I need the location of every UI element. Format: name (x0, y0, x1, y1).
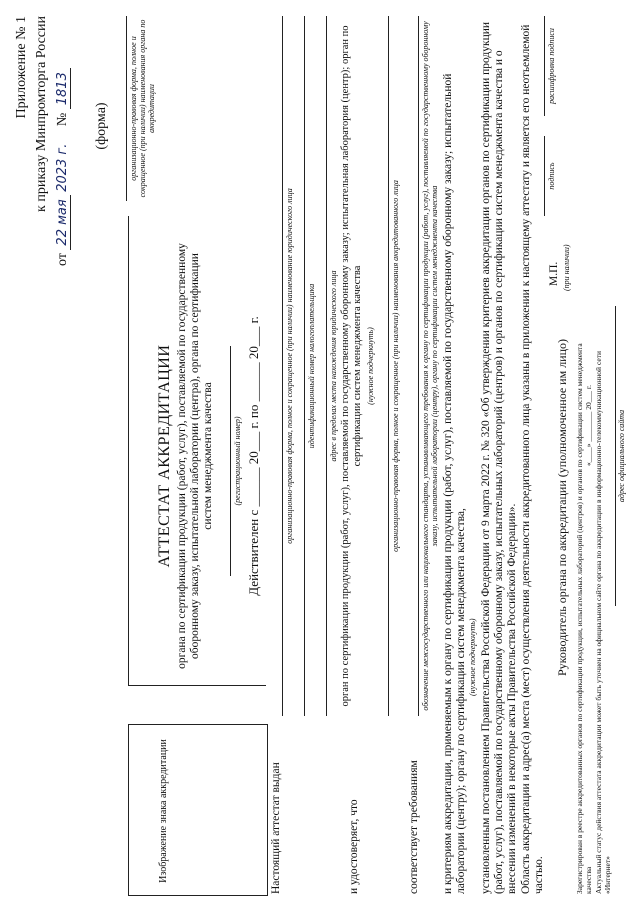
certifies-text: орган по сертификации продукции (работ, услуг), поставляемой по государственному оборонному заказу; испытательная лаборатория (центр); орган по сертификации систем менеджмента качества (340, 25, 363, 707)
head-signature-label: Руководитель органа по аккредитации (уполномоченное им лицо) (555, 338, 569, 676)
complies-label: соответствует требованиям (408, 760, 420, 894)
issued-label: Настоящий аттестат выдан (270, 762, 282, 894)
date-prefix: от (55, 253, 70, 266)
date-year: 2023 г. (55, 143, 70, 192)
criteria-choose-caption: (нужное подчеркнуть) (468, 618, 477, 696)
org-caption: организационно-правовая форма, полное и сокращенное (при наличии) наименования органа по аккредитации (129, 19, 156, 198)
issued-caption-inn: идентификационный номер налогоплательщика (307, 283, 316, 449)
registry-text: Зарегистрирован в реестре аккредитованных органов по сертификации продукции, испытательных лабораторий (центров) и органов по сертификации систем менеджмента качества (575, 343, 593, 894)
stamp-caption: (при наличии) (562, 244, 571, 291)
complies-caption: обозначение межгосударственного или национального стандарта, устанавливающего требования к органу по сертификации продукции (работ, услуг), поставляемой по государственному оборонному заказу, испытательной лаборатории (центру), органу по сертификации систем менеджмента качества (421, 21, 439, 711)
stamp-label: М.П. (548, 261, 560, 286)
registry-date: «____» ________ 20___ г. (584, 385, 593, 466)
order-label: к приказу Минпромторга России (34, 16, 49, 212)
signature-decode-caption: расшифровка подписи (547, 28, 556, 104)
number-handwritten: 1813 (55, 68, 71, 109)
accreditation-sign-box (128, 724, 268, 896)
criteria-text: и критериям аккредитации, применяемым к органу по сертификации продукции (работ, услуг), поставляемой по государственному оборонному заказу; испытательной лаборатории (центру); органу по сертификации систем менеджмента качества, (442, 73, 467, 894)
date-handwritten: 22 мая (55, 195, 71, 249)
sign-box-label: Изображение знака аккредитации (158, 739, 169, 883)
valid-period: Действителен с ______ 20___ г. по ______ 20___ г. (246, 316, 261, 596)
certificate-title: АТТЕСТАТ АККРЕДИТАЦИИ (156, 344, 173, 568)
order-date-line (54, 6, 72, 266)
reg-number-caption: (регистрационный номер) (233, 416, 242, 506)
site-caption: адрес официального сайта (617, 409, 626, 503)
num-prefix: № (55, 112, 70, 127)
certifies-choose-caption: (нужное подчеркнуть) (366, 327, 375, 405)
appendix-label: Приложение № 1 (14, 16, 29, 119)
criteria-resolution: установленным постановлением Правительства Российской Федерации от 9 марта 2022 г. № 320 «Об утверждении критериев аккредитации органов по сертификации продукции (работ, услуг), поставляемой по государственному оборонному заказу, испытательных лабораторий (центров) и органов по сертификации систем менеджмента качества и о внесении изменений в некоторые акты Правительства Российской Федерации». (480, 21, 518, 894)
criteria-scope: Область аккредитации и адрес(а) места (мест) осуществления деятельности аккредитованного лица указаны в приложении к настоящему аттестату и является его неотъемлемой частью. (520, 24, 545, 894)
issued-caption-name: организационно-правовая форма, полное и сокращенное (при наличии) наименование юридического лица (285, 188, 294, 544)
rotated-sheet (8, 6, 632, 906)
certifies-caption-name: организационно-правовая форма, полное и сокращенное (при наличии) наименования аккредитованного лица (391, 180, 400, 552)
signature-caption: подпись (547, 162, 556, 190)
form-label: (форма) (94, 102, 109, 150)
certificate-subtitle: органа по сертификации продукции (работ, услуг), поставляемой по государственному оборонному заказу, испытательной лаборатории (центра), органа по сертификации систем менеджмента качества (176, 243, 214, 669)
issued-caption-address: адрес в пределах места нахождения юридического лица (329, 270, 338, 462)
certifies-label: и удостоверяет, что (348, 799, 360, 894)
status-text: Актуальный статус действия аттестата аккредитации может быть уточнен на официальном сайте органа по аккредитации в информационно-телекоммуникационной сети «Интернет» (594, 351, 612, 894)
